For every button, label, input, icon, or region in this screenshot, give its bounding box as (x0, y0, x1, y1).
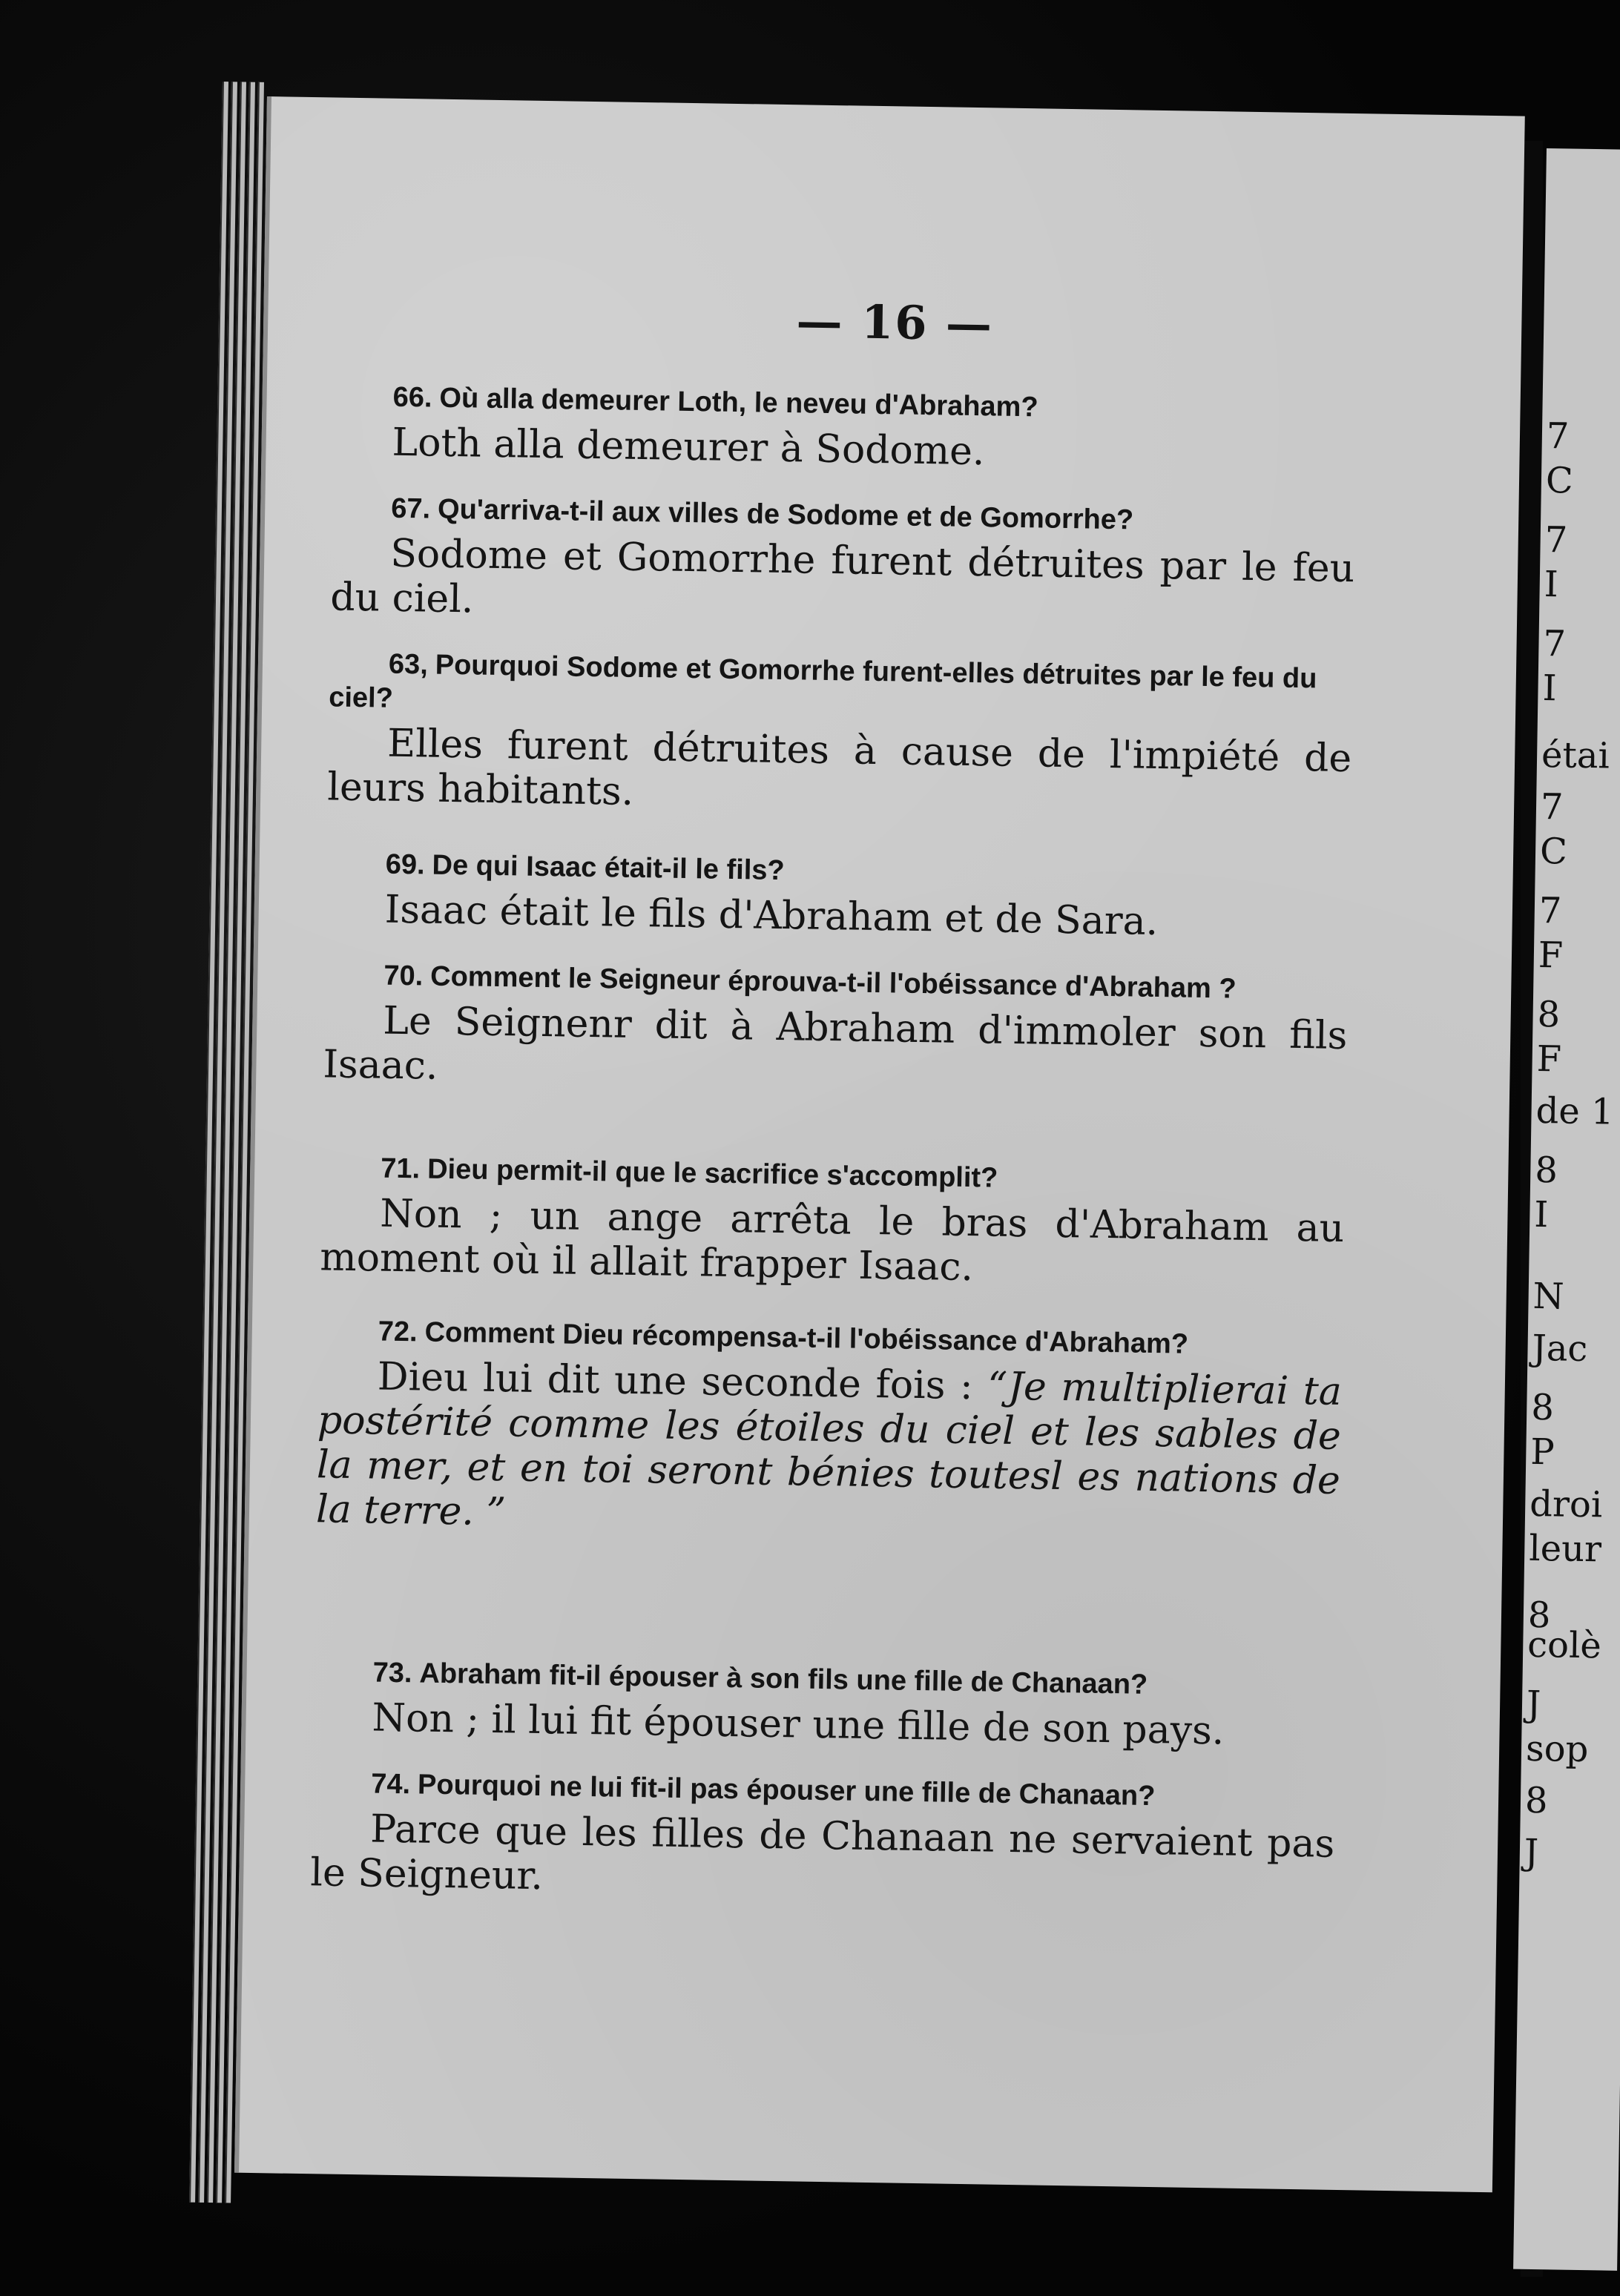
question-number: 71. (380, 1152, 421, 1185)
frag: Jac (1532, 1327, 1588, 1370)
answer: Sodome et Gomorrhe furent détruites par le feu du ciel. (329, 531, 1355, 622)
answer: Loth alla demeurer à Sodome. (392, 420, 985, 475)
frag: droi (1529, 1482, 1603, 1526)
frag: 7 (1540, 785, 1564, 828)
frag: 8 (1537, 993, 1561, 1036)
question-number: 74. (370, 1768, 411, 1801)
qa-item-72 (316, 1313, 1343, 1548)
question-number: 66. (392, 381, 432, 414)
frag: J (1524, 1831, 1539, 1874)
qa-item-71 (320, 1150, 1346, 1296)
question-number: 67. (390, 492, 431, 525)
answer: Non ; un ange arrêta le bras d'Abraham au moment où il allait frapper Isaac. (319, 1191, 1345, 1290)
frag: 8 (1530, 1386, 1555, 1429)
qa-item-69 (325, 846, 1350, 947)
question-text: De qui Isaac était-il le fils? (432, 849, 786, 887)
question-text: Qu'arriva-t-il aux villes de Sodome et de Gomorrhe? (437, 493, 1134, 536)
frag: 8 (1534, 1149, 1558, 1192)
frag: I (1544, 564, 1559, 606)
answer: Non ; il lui fit épouser une fille de son pays. (372, 1695, 1225, 1754)
question-text: Comment le Seigneur éprouva-t-il l'obéissance d'Abraham ? (429, 960, 1237, 1005)
question-text: Pourquoi Sodome et Gomorrhe furent-elles détruites par le feu du ciel? (328, 649, 1317, 714)
frag: 7 (1538, 889, 1562, 932)
frag: F (1538, 934, 1564, 977)
frag: 7 (1544, 519, 1568, 561)
answer-quote: “Je multiplierai ta postérité comme les étoiles du ciel et les sables de la mer, et en toi seront bénies toutesl es nations de la terre. ” (315, 1364, 1343, 1535)
frag: C (1545, 460, 1574, 502)
question-number: 73. (372, 1657, 412, 1689)
answer (316, 1353, 1343, 1548)
frag: 8 (1527, 1594, 1551, 1637)
frag: N (1532, 1275, 1565, 1318)
frag: C (1539, 830, 1568, 873)
frag: P (1530, 1431, 1555, 1474)
frag: 7 (1546, 415, 1570, 458)
qa-item-68 (327, 646, 1353, 825)
frag: 8 (1524, 1779, 1548, 1822)
frag: sop (1525, 1727, 1589, 1771)
question-number: 69. (385, 848, 425, 881)
question-number: 72. (378, 1316, 418, 1348)
qa-item-73 (312, 1655, 1337, 1755)
frag: 7 (1543, 623, 1567, 665)
frag: I (1542, 667, 1557, 710)
frag: F (1536, 1038, 1562, 1081)
question (329, 646, 1353, 730)
question-number: 63, (388, 648, 429, 681)
question-text: Abraham fit-il épouser à son fils une fille de Chanaan? (419, 1657, 1148, 1700)
page-number: — 16 — (796, 294, 994, 352)
frag: J (1526, 1683, 1541, 1726)
page-content (239, 96, 1525, 2192)
frag: de 1 (1535, 1089, 1614, 1133)
frag: I (1533, 1193, 1549, 1236)
qa-item-67 (330, 490, 1356, 636)
frag: leur (1528, 1527, 1602, 1571)
frag: étai (1541, 733, 1610, 777)
question-text: Comment Dieu récompensa-t-il l'obéissance d'Abraham? (424, 1316, 1189, 1360)
book-page (234, 96, 1525, 2192)
answer: Elles furent détruites à cause de l'impiété de leurs habitants. (326, 721, 1352, 814)
question-text: Dieu permit-il que le sacrifice s'accomplit? (427, 1153, 998, 1194)
question-text: Où alla demeurer Loth, le neveu d'Abraham? (439, 382, 1038, 423)
answer-text: Dieu lui dit une seconde fois : (377, 1354, 988, 1409)
qa-item-74 (310, 1766, 1336, 1911)
answer: Parce que les filles de Chanaan ne servaient pas le Seigneur. (309, 1807, 1335, 1899)
question-number: 70. (383, 960, 424, 992)
frag: colè (1527, 1623, 1602, 1667)
answer: Isaac était le fils d'Abraham et de Sara. (384, 887, 1159, 945)
question-text: Pourquoi ne lui fit-il pas épouser une fille de Chanaan? (417, 1769, 1156, 1812)
answer: Le Seignenr dit à Abraham d'immoler son fils Isaac. (323, 998, 1348, 1089)
qa-item-70 (323, 957, 1349, 1103)
qa-item-66 (332, 379, 1357, 480)
